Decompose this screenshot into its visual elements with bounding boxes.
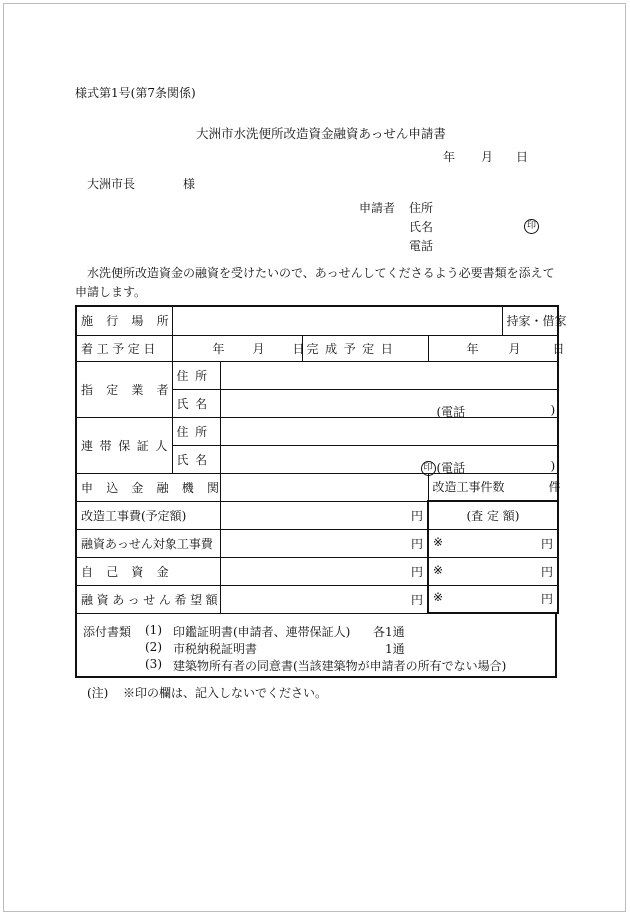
attachments-box (75, 613, 557, 678)
applicant-phone-label: 電話 (409, 239, 434, 253)
guarantor-seal: 印 (421, 459, 436, 476)
assessed-amount-header: (査 定 額) (428, 501, 558, 529)
start-date-month: 月 (252, 341, 265, 356)
completion-date-month: 月 (508, 341, 521, 356)
completion-date-field[interactable] (428, 335, 565, 361)
applicant-address-label: 住所 (409, 201, 434, 215)
bank-field[interactable] (220, 473, 428, 501)
attachment-1-text: 印鑑証明書(申請者、連帯保証人) (173, 625, 351, 639)
start-date-day: 日 (292, 341, 305, 356)
attachment-3-num: (3) (145, 657, 162, 671)
date-year: 年 (443, 150, 456, 164)
own-funds-label: 自己資金 (76, 557, 220, 585)
form-number: 様式第1号(第7条関係) (75, 86, 196, 100)
body-text-line2: 申請します。 (75, 285, 147, 299)
guarantor-name-field[interactable] (220, 445, 558, 473)
completion-date-label: 完成予定日 (302, 335, 428, 361)
start-date-label: 着工予定日 (76, 335, 172, 361)
construction-count-field[interactable] (428, 473, 561, 501)
location-label: 施行場所 (76, 306, 172, 335)
ownership-options[interactable]: 持家・借家 (502, 306, 558, 335)
cost-field[interactable]: 円 (220, 501, 428, 529)
desired-amount-field[interactable]: 円 (220, 585, 428, 613)
guarantor-label: 連帯保証人 (76, 417, 172, 473)
application-table (75, 305, 567, 614)
construction-count-unit: 件 (548, 480, 561, 495)
location-field[interactable] (172, 306, 502, 335)
contractor-name-label: 氏名 (172, 389, 220, 417)
guarantor-phone-open: (電話 (436, 461, 466, 475)
start-date-field[interactable] (172, 335, 305, 361)
seal-mark: 印 (524, 217, 539, 234)
desired-amount-assessed: ※ 円 (428, 585, 558, 613)
contractor-label: 指定業者 (76, 361, 172, 417)
attachment-2-qty: 1通 (385, 642, 405, 656)
own-funds-assessed: ※ 円 (428, 557, 558, 585)
body-text-line1: 水洗便所改造資金の融資を受けたいので、あっせんしてくださるよう必要書類を添えて (87, 266, 555, 280)
target-cost-assessed: ※ 円 (428, 529, 558, 557)
desired-amount-label: 融資あっせん希望額 (76, 585, 220, 613)
bank-label: 申込金融機関 (76, 473, 220, 501)
construction-count-label: 改造工事件数 (432, 480, 505, 495)
applicant-name-label: 氏名 (409, 220, 434, 234)
guarantor-address-field[interactable] (220, 417, 558, 445)
date-month: 月 (481, 150, 494, 164)
completion-date-year: 年 (466, 341, 479, 356)
date-day: 日 (516, 150, 529, 164)
note-text: ※印の欄は、記入しないでください。 (123, 686, 328, 700)
applicant-label: 申請者 (359, 201, 396, 215)
own-funds-field[interactable]: 円 (220, 557, 428, 585)
attachment-2-text: 市税納税証明書 (173, 642, 258, 656)
attachments-label: 添付書類 (83, 625, 132, 639)
target-cost-field[interactable]: 円 (220, 529, 428, 557)
contractor-phone-close: ) (550, 403, 556, 417)
contractor-address-field[interactable] (220, 361, 558, 389)
note-label: (注) (87, 686, 109, 700)
guarantor-name-label: 氏名 (172, 445, 220, 473)
form-title: 大洲市水洗便所改造資金融資あっせん申請書 (196, 126, 446, 141)
completion-date-day: 日 (552, 341, 565, 356)
contractor-name-field[interactable] (220, 389, 558, 417)
attachment-1-qty: 各1通 (373, 625, 405, 639)
guarantor-phone-close: ) (550, 459, 556, 473)
attachment-3-text: 建築物所有者の同意書(当該建築物が申請者の所有でない場合) (173, 659, 507, 673)
contractor-address-label: 住所 (172, 361, 220, 389)
target-cost-label: 融資あっせん対象工事費 (76, 529, 220, 557)
addressee-honorific: 様 (183, 177, 196, 191)
start-date-year: 年 (212, 341, 225, 356)
attachment-2-num: (2) (145, 640, 162, 654)
addressee-name: 大洲市長 (87, 177, 136, 191)
cost-label: 改造工事費(予定額) (76, 501, 220, 529)
guarantor-address-label: 住所 (172, 417, 220, 445)
contractor-phone-open: (電話 (436, 405, 466, 419)
attachment-1-num: (1) (145, 623, 162, 637)
